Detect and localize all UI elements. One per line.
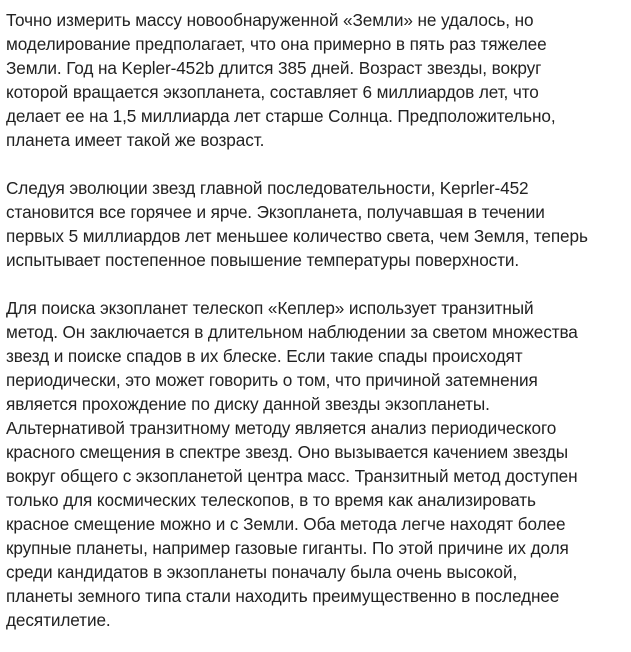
text-line: красное смещение можно и с Земли. Оба метода легче находят более	[6, 514, 566, 534]
text-line: Альтернативой транзитному методу является анализ периодического	[6, 418, 557, 438]
text-line: десятилетие.	[6, 610, 111, 630]
text-line: красного смещения в спектре звезд. Оно вызывается качением звезды	[6, 442, 569, 462]
text-line: среди кандидатов в экзопланеты поначалу была очень высокой,	[6, 562, 518, 582]
text-line: метод. Он заключается в длительном наблюдении за светом множества	[6, 322, 578, 342]
paragraph-3	[6, 296, 625, 632]
text-line: планета имеет такой же возраст.	[6, 130, 265, 150]
text-line: которой вращается экзопланета, составляет 6 миллиардов лет, что	[6, 82, 539, 102]
text-line: становится все горячее и ярче. Экзопланета, получавшая в течении	[6, 202, 545, 222]
text-line: испытывает постепенное повышение температуры поверхности.	[6, 250, 520, 270]
text-line: планеты земного типа стали находить преимущественно в последнее	[6, 586, 560, 606]
text-line: Точно измерить массу новообнаруженной «Земли» не удалось, но	[6, 10, 534, 30]
text-line: делает ее на 1,5 миллиарда лет старше Солнца. Предположительно,	[6, 106, 556, 126]
text-line: Следуя эволюции звезд главной последовательности, Keprler-452	[6, 178, 529, 198]
paragraph-1	[6, 8, 625, 152]
text-line: является прохождение по диску данной звезды экзопланеты.	[6, 394, 490, 414]
text-line: вокруг общего с экзопланетой центра масс. Транзитный метод доступен	[6, 466, 578, 486]
text-line: крупные планеты, например газовые гиганты. По этой причине их доля	[6, 538, 569, 558]
text-line: только для космических телескопов, в то время как анализировать	[6, 490, 536, 510]
text-line: первых 5 миллиардов лет меньшее количество света, чем Земля, теперь	[6, 226, 588, 246]
paragraph-2	[6, 176, 625, 272]
text-line: периодически, это может говорить о том, что причиной затемнения	[6, 370, 538, 390]
text-line: Земли. Год на Kepler-452b длится 385 дней. Возраст звезды, вокруг	[6, 58, 542, 78]
text-line: Для поиска экзопланет телескоп «Кеплер» использует транзитный	[6, 298, 534, 318]
text-line: моделирование предполагает, что она примерно в пять раз тяжелее	[6, 34, 547, 54]
text-line: звезд и поиске спадов в их блеске. Если такие спады происходят	[6, 346, 523, 366]
